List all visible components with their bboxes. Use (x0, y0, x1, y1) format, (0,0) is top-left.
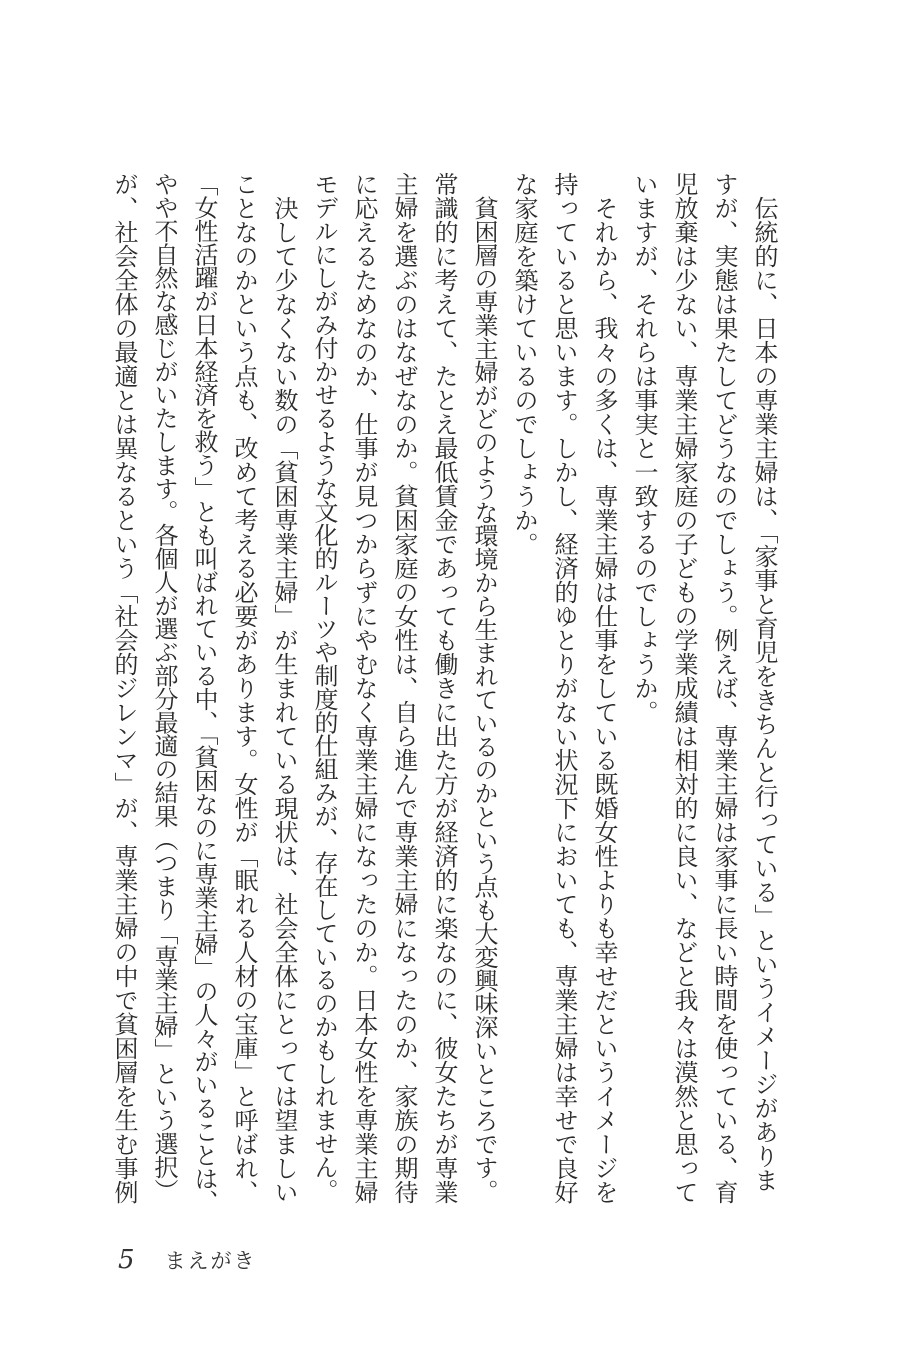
page-number: 5 (118, 1245, 135, 1275)
text-column: ことなのかという点も、改めて考える必要があります。女性が「眠れる人材の宝庫」と呼ばれ、 (230, 172, 256, 1204)
text-column: モデルにしがみ付かせるような文化的ルーツや制度的仕組みが、存在しているのかもしれません。 (310, 172, 336, 1202)
text-column: が、社会全体の最適とは異なるという「社会的ジレンマ」が、専業主婦の中で貧困層を生む事例 (110, 172, 136, 1204)
text-column: それから、我々の多くは、専業主婦は仕事をしている既婚女性よりも幸せだというイメージを (590, 196, 616, 1204)
text-column: 持っていると思います。しかし、経済的ゆとりがない状況下においても、専業主婦は幸せで良好 (550, 172, 576, 1204)
text-column: 常識的に考えて、たとえ最低賃金であっても働きに出た方が経済的に楽なのに、彼女たちが専業 (430, 172, 456, 1204)
text-column: 決して少なくない数の「貧困専業主婦」が生まれている現状は、社会全体にとっては望ましい (270, 196, 296, 1204)
text-column: すが、実態は果たしてどうなのでしょう。例えば、専業主婦は家事に長い時間を使っている、育 (710, 172, 736, 1204)
body-text-vertical (103, 172, 783, 1228)
text-column: いますが、それらは事実と一致するのでしょうか。 (630, 172, 656, 724)
running-head-section-title: まえがき (164, 1249, 257, 1273)
text-column: に応えるためなのか、仕事が見つからずにやむなく専業主婦になったのか。日本女性を専業主婦 (350, 172, 376, 1204)
text-column: 児放棄は少ない、専業主婦家庭の子どもの学業成績は相対的に良い、などと我々は漠然と思って (670, 172, 696, 1204)
page-footer (118, 1245, 257, 1275)
text-column: 伝統的に、日本の専業主婦は、「家事と育児をきちんと行っている」というイメージがありま (750, 196, 776, 1192)
text-column: な家庭を築けているのでしょうか。 (510, 172, 536, 556)
text-column: 「女性活躍が日本経済を救う」とも叫ばれている中、「貧困なのに専業主婦」の人々がいることは、 (190, 172, 216, 1214)
text-column: 貧困層の専業主婦がどのような環境から生まれているのかという点も大変興味深いところです。 (470, 196, 496, 1203)
text-column: 主婦を選ぶのはなぜなのか。貧困家庭の女性は、自ら進んで専業主婦になったのか、家族の期待 (390, 172, 416, 1204)
text-column: やや不自然な感じがいたします。各個人が選ぶ部分最適の結果（つまり「専業主婦」という選択） (150, 172, 176, 1202)
